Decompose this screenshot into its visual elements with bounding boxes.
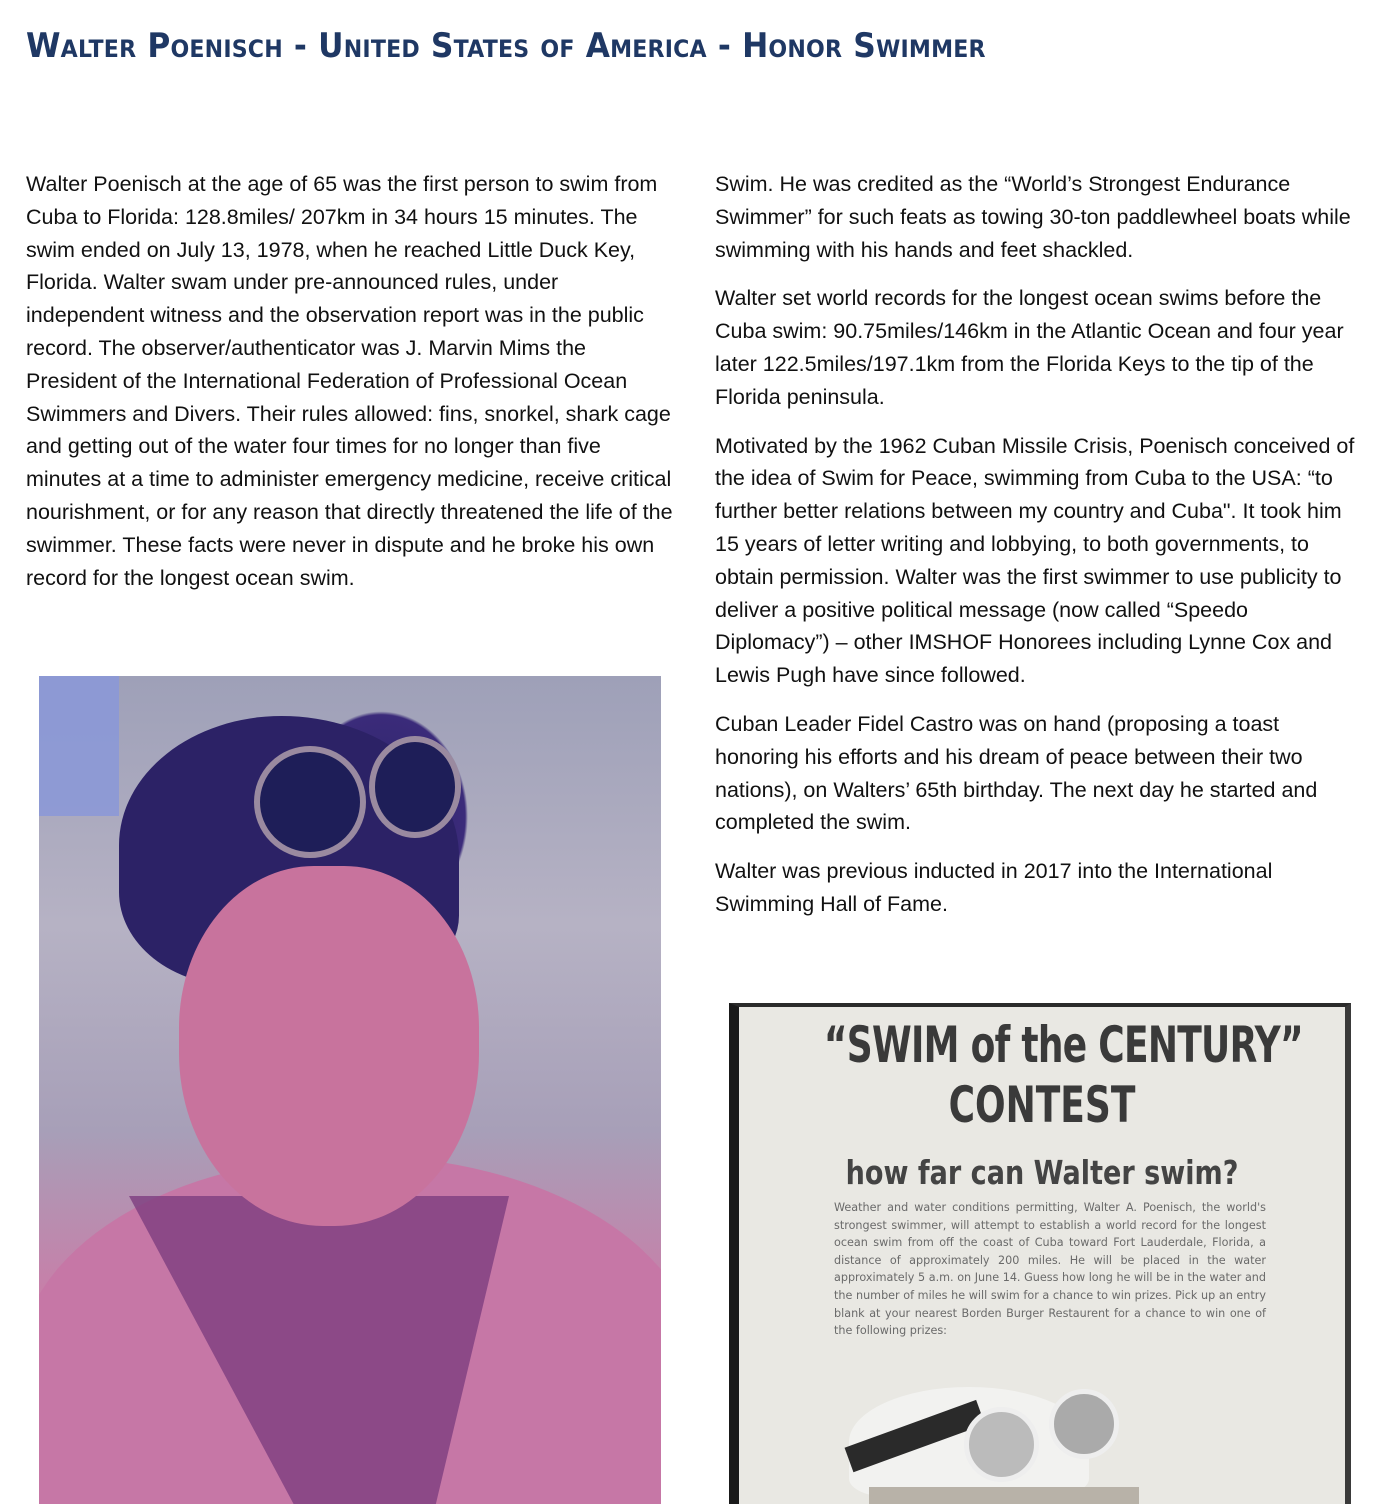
swim-of-the-century-poster	[729, 1003, 1351, 1504]
goggle-icon	[254, 746, 366, 858]
photo-face	[179, 866, 479, 1226]
right-text-column	[715, 168, 1365, 937]
paragraph-swim-for-peace: Motivated by the 1962 Cuban Missile Crisis, Poenisch conceived of the idea of Swim for Peace, swimming from Cuba to the USA: “to further better relations between my country and Cuba". It took him 15 years of letter writing and lobbying, to both governments, to obtain permission. Walter was the first swimmer to use publicity to deliver a positive political message (now called “Speedo Diplomacy”) – other IMSHOF Honorees including Lynne Cox and Lewis Pugh have since followed.	[715, 433, 1355, 688]
swimmer-portrait-photo	[39, 676, 661, 1504]
left-text-column	[26, 168, 676, 610]
goggle-icon	[964, 1407, 1039, 1482]
goggle-icon	[1049, 1389, 1119, 1459]
paragraph-world-records: Walter set world records for the longest ocean swims before the Cuba swim: 90.75miles/146km in the Atlantic Ocean and four year later 122.5miles/197.1km from the Florida Keys to the tip of the Florida peninsula.	[715, 286, 1344, 409]
goggle-icon	[369, 736, 461, 838]
poster-subheadline: how far can Walter swim?	[845, 1153, 1239, 1192]
face-shape	[869, 1487, 1139, 1504]
photo-sky	[39, 676, 119, 816]
paragraph-swim-summary: Walter Poenisch at the age of 65 was the first person to swim from Cuba to Florida: 128.8miles/ 207km in 34 hours 15 minutes. The swim ended on July 13, 1978, when he reached Little Duck Key, Florida. Walter swam under pre-announced rules, under independent witness and the observation report was in the public record. The observer/authenticator was J. Marvin Mims the President of the International Federation of Professional Ocean Swimmers and Divers. Their rules allowed: fins, snorkel, shark cage and getting out of the water four times for no longer than five minutes at a time to administer emergency medicine, receive critical nourishment, or for any reason that directly threatened the life of the swimmer. These facts were never in dispute and he broke his own record for the longest ocean swim.	[26, 172, 673, 590]
poster-headline: “SWIM of the CENTURY”	[823, 1016, 1303, 1074]
poster-headline-contest: CONTEST	[948, 1076, 1136, 1134]
poster-body-text: Weather and water conditions permitting, Walter A. Poenisch, the world's strongest swimmer, will attempt to establish a world record for the longest ocean swim from off the coast of Cuba toward Fort Lauderdale, Florida, a distance of approximately 200 miles. He will be placed in the water approximately 5 a.m. on June 14. Guess how long he will be in the water and the number of miles he will swim for a chance to win prizes. Pick up an entry blank at your nearest Borden Burger Restaurent for a chance to win one of the following prizes:	[834, 1201, 1266, 1338]
paragraph-castro-toast: Cuban Leader Fidel Castro was on hand (proposing a toast honoring his efforts and his dream of peace between their two nations), on Walters’ 65th birthday. The next day he started and completed the swim.	[715, 711, 1318, 835]
page-title: Walter Poenisch - United States of America - Honor Swimmer	[26, 26, 986, 66]
paragraph-hall-of-fame: Walter was previous inducted in 2017 into the International Swimming Hall of Fame.	[715, 859, 1273, 916]
poster-goggles-image	[849, 1367, 1169, 1504]
paragraph-strongest-swimmer: Swim. He was credited as the “World’s Strongest Endurance Swimmer” for such feats as towing 30-ton paddlewheel boats while swimming with his hands and feet shackled.	[715, 172, 1351, 262]
